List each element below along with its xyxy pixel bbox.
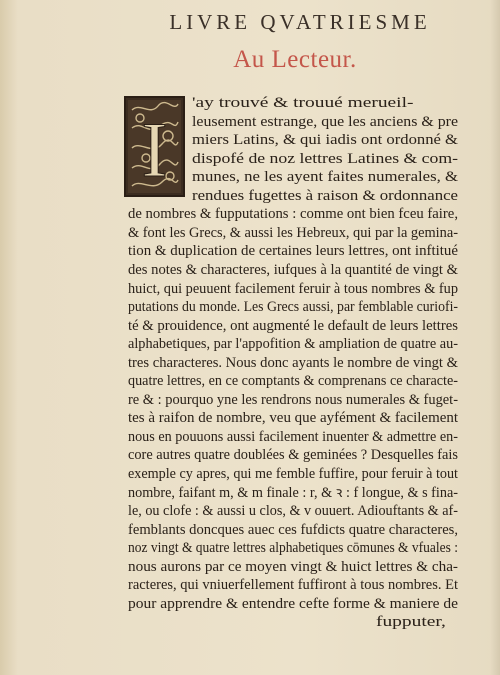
running-head: LIVRE QVATRIESME: [169, 10, 431, 34]
text-line: & font les Grecs, & aussi les Hebreux, qui par la gemina-: [128, 224, 458, 241]
text-line: alphabetiques, par l'appofition & ampliation de quatre au-: [128, 336, 458, 353]
text-line: leusement estrange, que les anciens & pre: [192, 113, 458, 130]
drop-cap-letter: I: [141, 106, 168, 193]
text-line: de nombres & fupputations : comme ont bien fceu faire,: [128, 206, 458, 223]
text-line: dispofé de noz lettres Latines & com-: [192, 150, 458, 167]
text-line: racteres, qui vniuerfellement fuffiront à tous nombres. Et: [128, 577, 458, 594]
text-line: rendues fugettes à raison & ordonnance: [192, 187, 458, 204]
text-line: munes, ne les ayent faites numerales, &: [192, 169, 458, 186]
text-line: fupputer,: [376, 614, 446, 631]
text-line: huict, qui peuuent facilement feruir à tous nombres & fup: [128, 280, 458, 297]
text-line: putations du monde. Les Grecs aussi, par femblable curiofi-: [128, 299, 458, 316]
text-line: quatre lettres, en ce comptants & comprenans ce characte-: [128, 373, 458, 390]
text-line: nous aurons par ce moyen vingt & huict lettres & cha-: [128, 558, 458, 575]
text-line: le, ou clofe : & aussi u clos, & v ouuert. Adiouftants & af-: [128, 503, 458, 520]
text-line: tion & duplication de certaines leurs lettres, ont inftitué: [128, 243, 458, 260]
text-line: re & : pourquo yne les rendrons nous numerales & fuget-: [128, 391, 458, 408]
text-line: noz vingt & quatre lettres alphabetiques cōmunes & vfuales :: [128, 540, 458, 557]
section-heading: Au Lecteur.: [233, 46, 357, 73]
text-line: core autres quatre doublées & geminées ? Desquelles fais: [128, 447, 458, 464]
decorated-initial: [124, 96, 185, 197]
text-line: té & prouidence, ont augmenté le default de leurs lettres: [128, 317, 458, 334]
text-line: exemple cy apres, qui me femble fuffire, pour feruir à tout: [128, 466, 458, 482]
text-line: miers Latins, & qui iadis ont ordonné &: [192, 132, 458, 149]
text-line: 'ay trouvé & trouué merueil-: [192, 95, 414, 111]
text-line: femblants doncques auec ces fufdicts quatre characteres,: [128, 521, 458, 538]
ornament-icon: [126, 98, 183, 195]
text-line: nous en pouuons aussi facilement inuenter & admettre en-: [128, 428, 458, 445]
text-line: tres characteres. Nous donc ayants le nombre de vingt &: [128, 354, 458, 371]
text-line: tes à raifon de nombre, veu que ayfément & facilement: [128, 410, 458, 427]
text-line: nombre, faifant m, & m finale : r, & ꝛ : f longue, & s fina-: [128, 484, 458, 501]
text-line: des notes & characteres, iufques à la quantité de vingt &: [128, 261, 458, 278]
text-line: pour apprendre & entendre cefte forme & maniere de: [128, 595, 458, 612]
